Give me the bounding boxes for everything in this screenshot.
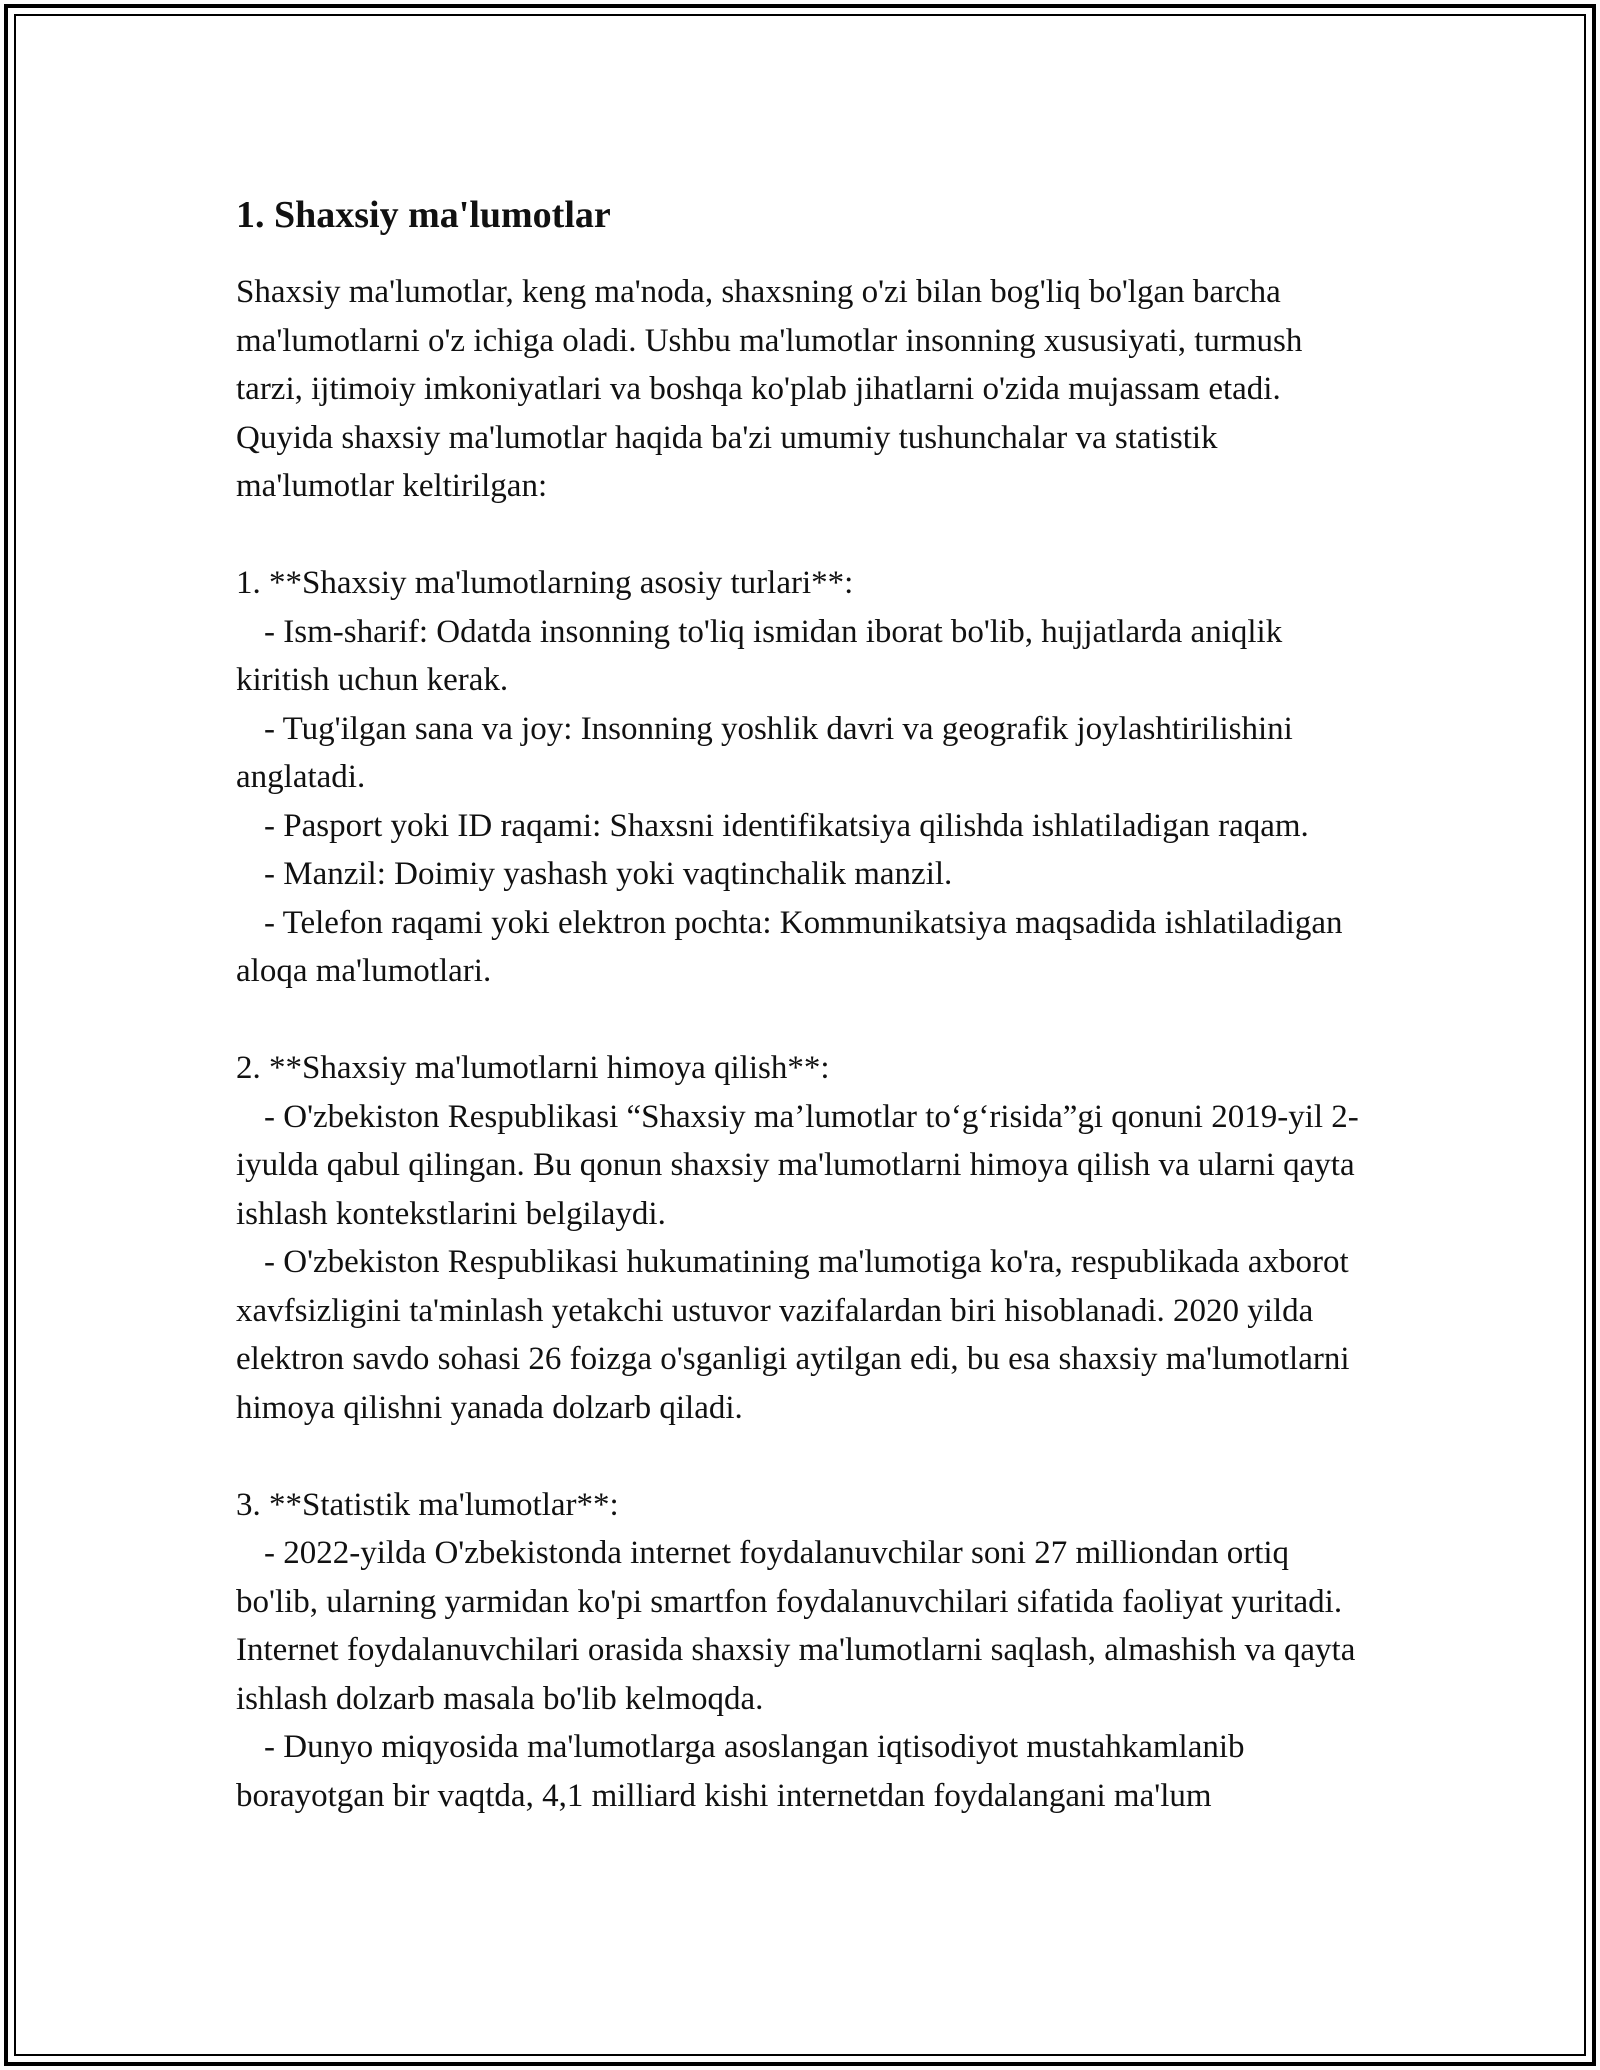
subsection-title: 1. **Shaxsiy ma'lumotlarning asosiy turlari**: [236,565,854,601]
list-item: - O'zbekiston Respublikasi “Shaxsiy ma’lumotlar to‘g‘risida”gi qonuni 2019-yil 2-iyulda qabul qilingan. Bu qonun shaxsiy ma'lumotlarni himoya qilish va ularni qayta ishlash kontekstlarini belgilaydi. [236,1098,1359,1232]
subsection-statistics [236,1481,1366,1821]
subsection-data-protection [236,1044,1366,1432]
subsection-title: 3. **Statistik ma'lumotlar**: [236,1486,619,1523]
intro-paragraph: Shaxsiy ma'lumotlar, keng ma'noda, shaxsning o'zi bilan bog'liq bo'lgan barcha ma'lumotlarni o'z ichiga oladi. Ushbu ma'lumotlar insonning xususiyati, turmush tarzi, ijtimoiy imkoniyatlari va boshqa ko'plab jihatlarni o'zida mujassam etadi. Quyida shaxsiy ma'lumotlar haqida ba'zi umumiy tushunchalar va statistik ma'lumotlar keltirilgan: [236,274,1303,504]
list-item: - Manzil: Doimiy yashash yoki vaqtinchalik manzil. [264,856,953,892]
document-body [236,190,1366,1820]
list-item: - Tug'ilgan sana va joy: Insonning yoshlik davri va geografik joylashtirilishini anglatadi. [236,710,1293,795]
list-item: - Pasport yoki ID raqami: Shaxsni identifikatsiya qilishda ishlatiladigan raqam. [264,807,1309,844]
blank-line [236,511,1366,560]
list-item: - 2022-yilda O'zbekistonda internet foydalanuvchilar soni 27 milliondan ortiq bo'lib, ularning yarmidan ko'pi smartfon foydalanuvchilari sifatida faoliyat yuritadi. Internet foydalanuvchilari orasida shaxsiy ma'lumotlarni saqlash, almashish va qayta ishlash dolzarb masala bo'lib kelmoqda. [236,1535,1356,1717]
list-item: - Telefon raqami yoki elektron pochta: Kommunikatsiya maqsadida ishlatiladigan aloqa ma'lumotlari. [236,904,1343,989]
section-heading: 1. Shaxsiy ma'lumotlar [236,194,611,236]
subsection-title: 2. **Shaxsiy ma'lumotlarni himoya qilish**: [236,1050,830,1086]
list-item: - Ism-sharif: Odatda insonning to'liq ismidan iborat bo'lib, hujjatlarda aniqlik kiritish uchun kerak. [236,613,1283,698]
list-item: - O'zbekiston Respublikasi hukumatining ma'lumotiga ko'ra, respublikada axborot xavfsizligini ta'minlash yetakchi ustuvor vazifalardan biri hisoblanadi. 2020 yilda elektron savdo sohasi 26 foizga o'sganligi aytilgan edi, bu esa shaxsiy ma'lumotlarni himoya qilishni yanada dolzarb qiladi. [236,1244,1350,1426]
subsection-personal-data-types [236,559,1366,996]
blank-line [236,1432,1366,1481]
blank-line [236,996,1366,1045]
list-item: - Dunyo miqyosida ma'lumotlarga asoslangan iqtisodiyot mustahkamlanib borayotgan bir vaqtda, 4,1 milliard kishi internetdan foydalangani ma'lum [236,1729,1245,1814]
